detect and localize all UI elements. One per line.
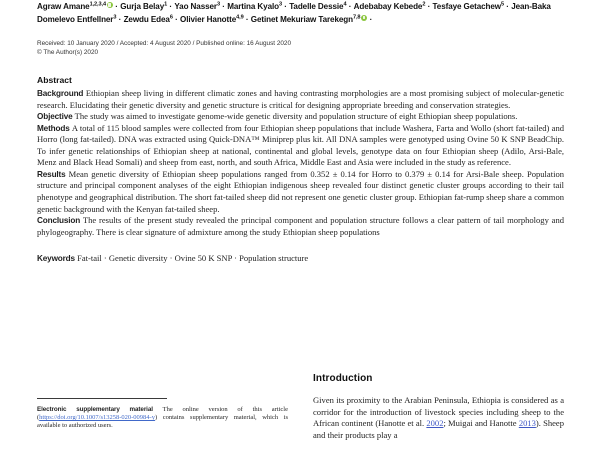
- author-name: Martina Kyalo: [227, 2, 279, 11]
- abstract-background-label: Background: [37, 89, 84, 99]
- author-entry: [251, 15, 368, 24]
- doi-link[interactable]: https://doi.org/10.1007/s13258-020-00984-y: [39, 413, 155, 421]
- abstract-objective: [37, 111, 564, 123]
- author-name: Jean-Baka Domelevo Entfellner: [37, 2, 551, 24]
- author-affiliation-marker: 3: [113, 13, 117, 20]
- abstract-objective-label: Objective: [37, 112, 73, 122]
- intro-text-part2: ; Muigai and Hanotte: [443, 418, 519, 429]
- author-list: [37, 0, 564, 26]
- publication-dates: [37, 39, 563, 57]
- introduction-heading: Introduction: [313, 373, 373, 384]
- author-affiliation-marker: 7,8: [352, 13, 361, 20]
- two-column-area: [37, 373, 564, 450]
- abstract-conclusion-text: The results of the present study revealed the principal component and population structure follows a clear pattern of tail morphology and phylogeography. There is clear signature of admixture among the study Ethiopian sheep populations: [37, 215, 565, 237]
- author-name: Olivier Hanotte: [180, 14, 237, 24]
- author-affiliation-marker: 4,9: [236, 13, 244, 20]
- footnote-divider: [37, 398, 167, 399]
- supplementary-text-after: ) contains supplementary material, which is available to authorized users.: [37, 413, 288, 430]
- abstract-methods-label: Methods: [37, 123, 70, 133]
- abstract-section: [37, 75, 564, 265]
- author-name: Getinet Mekuriaw Tarekegn: [250, 14, 353, 24]
- abstract-objective-text: The study was aimed to investigate genome-wide genetic diversity and population structure of eight Ethiopian sheep populations.: [74, 111, 518, 122]
- abstract-results-label: Results: [37, 169, 66, 179]
- citation-link-hanotte-2002[interactable]: 2002: [426, 418, 444, 429]
- author-affiliation-marker: 1: [164, 1, 168, 8]
- author-affiliation-marker: 1,2,3,4: [89, 1, 106, 8]
- author-entry: [37, 2, 113, 11]
- intro-text-part1: Given its proximity to the Arabian Peninsula, Ethiopia is considered as a corridor for the introduction of livestock species including sheep to the African continent (Hanotte et al.: [313, 395, 564, 429]
- author-affiliation-marker: 6: [169, 13, 173, 20]
- author-name: Zewdu Edea: [123, 14, 170, 24]
- author-affiliation-marker: 4: [343, 1, 347, 8]
- author-affiliation-marker: 5: [500, 1, 504, 8]
- author-name: Gurja Belay: [120, 2, 165, 11]
- supplementary-material-note: [37, 406, 288, 431]
- author-entry: [180, 15, 244, 24]
- author-name: Agraw Amane: [37, 2, 90, 11]
- author-separator: ·: [243, 14, 251, 24]
- author-name: Tesfaye Getachew: [432, 2, 501, 11]
- author-name: Yao Nasser: [174, 2, 217, 11]
- author-separator: ·: [116, 14, 124, 24]
- author-affiliation-marker: 2: [422, 1, 426, 8]
- author-name: Tadelle Dessie: [289, 2, 344, 11]
- introduction-paragraph: [313, 395, 564, 441]
- author-entry: [227, 2, 282, 11]
- keywords-line: [37, 253, 564, 265]
- orcid-icon[interactable]: [107, 2, 113, 8]
- author-entry: [354, 2, 426, 11]
- right-column: [313, 373, 564, 450]
- author-affiliation-marker: 3: [216, 1, 220, 8]
- abstract-background-text: Ethiopian sheep living in different climatic zones and having contrasting morphologies are a most promising subject of molecular-genetic research. Elucidating their genetic diversity and genetic structure is critical for designing appropriate breeding and conservation strategies.: [37, 88, 565, 110]
- author-separator: ·: [167, 2, 175, 11]
- abstract-conclusion: [37, 215, 564, 238]
- author-entry: [124, 15, 173, 24]
- author-entry: [289, 2, 346, 11]
- abstract-heading: Abstract: [37, 74, 72, 85]
- copyright-line: © The Author(s) 2020: [37, 49, 99, 57]
- left-column: [37, 373, 288, 450]
- author-entry: [433, 2, 504, 11]
- abstract-results: [37, 169, 564, 215]
- author-affiliation-marker: 3: [278, 1, 282, 8]
- author-separator: ·: [219, 2, 228, 11]
- author-entry: [174, 2, 220, 11]
- author-separator: ·: [113, 2, 121, 11]
- citation-link-muigai-2013[interactable]: 2013: [518, 418, 536, 429]
- author-separator: ·: [367, 14, 373, 24]
- author-separator: ·: [172, 14, 181, 24]
- abstract-results-text: Mean genetic diversity of Ethiopian sheep populations ranged from 0.352 ± 0.14 for Horro to 0.379 ± 0.14 for Arsi-Bale sheep. Population structure and principal component analyses of the eight Ethiopian indigenous sheep revealed four distinct genetic cluster groups according to their tail phenotype and geographical distribution. The short fat-tailed sheep did not represent one genetic cluster group. Ethiopian fat-rump sheep share a common genetic background with the Kenyan fat-tailed sheep.: [37, 168, 564, 214]
- author-separator: ·: [346, 2, 354, 11]
- abstract-background: [37, 88, 564, 111]
- supplementary-material-label: Electronic supplementary material: [37, 405, 153, 413]
- intro-text-part3: ). Sheep and their products play a: [313, 418, 564, 440]
- author-separator: ·: [504, 2, 512, 11]
- orcid-icon[interactable]: [361, 15, 367, 21]
- received-accepted-line: Received: 10 January 2020 / Accepted: 4 August 2020 / Published online: 16 August 2020: [37, 40, 292, 48]
- keywords-text: Fat-tail · Genetic diversity · Ovine 50 K SNP · Population structure: [77, 253, 309, 264]
- author-separator: ·: [281, 2, 290, 11]
- supplementary-text-before: The online version of this article (: [37, 405, 288, 421]
- author-name: Adebabay Kebede: [353, 2, 423, 11]
- author-entry: [120, 2, 167, 11]
- abstract-methods: [37, 123, 564, 169]
- author-separator: ·: [425, 2, 433, 11]
- abstract-conclusion-label: Conclusion: [37, 216, 81, 226]
- abstract-methods-text: A total of 115 blood samples were collected from four Ethiopian sheep populations that include Washera, Farta and Wollo (short fat-tailed) and Horro (long fat-tailed). DNA was extracted using Quick-DNA™ Miniprep plus kit. All DNA samples were genotyped using Ovine 50 K SNP BeadChip. To infer genetic relationships of Ethiopian sheep at national, continental and global levels, genotype data on four Ethiopian sheep (Adilo, Arsi-Bale, Menz and Black Head Somali) and sheep from east, north, and south Africa, Middle East and Asia were included in the study as reference.: [37, 122, 564, 168]
- keywords-label: Keywords: [37, 254, 75, 264]
